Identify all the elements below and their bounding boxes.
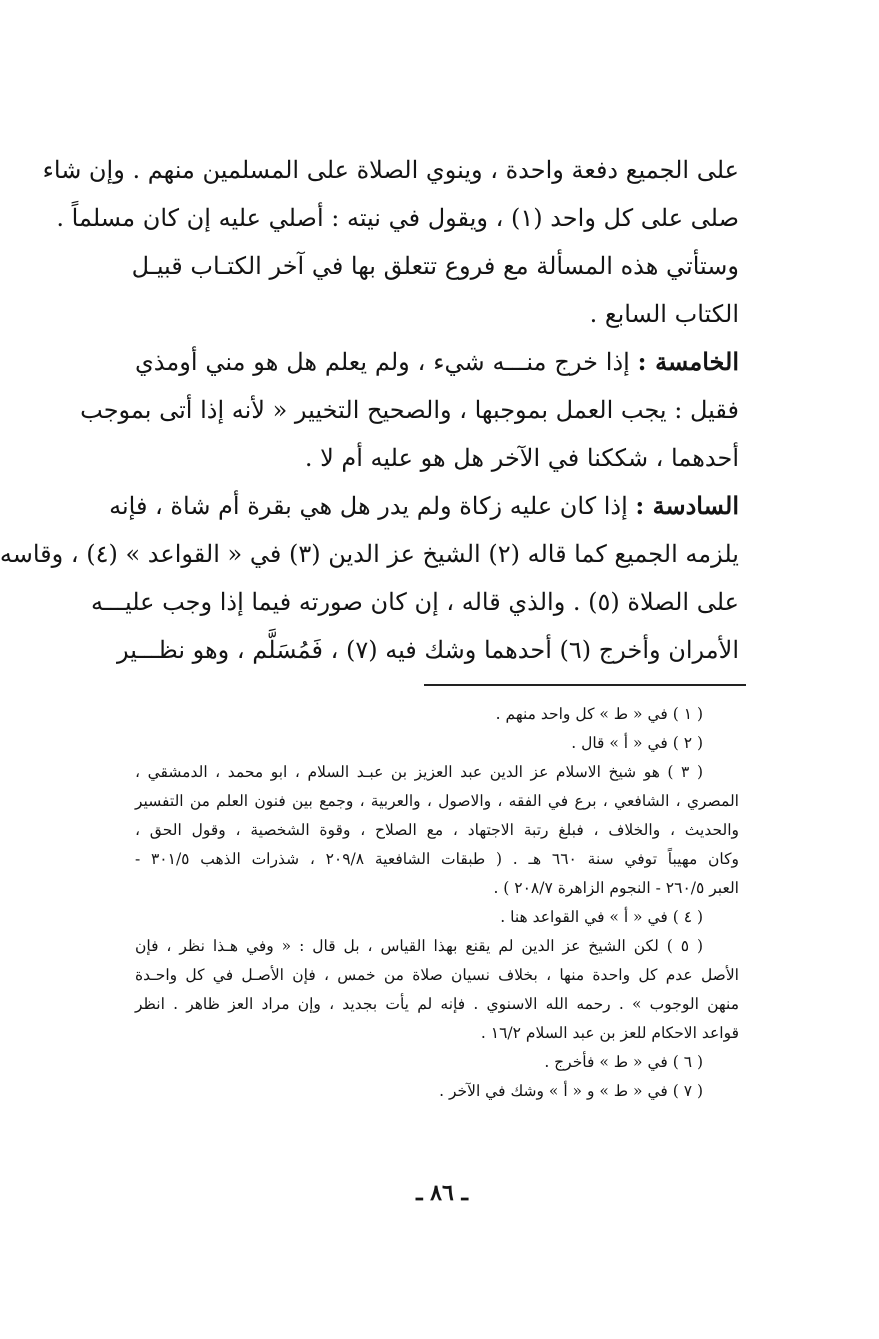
text-line: أحدهما ، شككنا في الآخر هل هو عليه أم لا . [304, 444, 739, 472]
footnote-line: منهن الوجوب » . رحمه الله الاسنوي . فإنه لم يأت بجديد ، وإن مراد العز ظاهر . انظر [135, 995, 739, 1013]
footnote-line: ( ٥ ) لكن الشيخ عز الدين لم يقنع بهذا القياس ، بل قال : « وفي هـذا نظر ، فإن [135, 937, 703, 955]
text-line: الكتاب السابع . [589, 300, 739, 328]
footnote-line: ( ٧ ) في « ط » و « أ » وشك في الآخر . [439, 1082, 703, 1100]
text-line: صلى على كل واحد (١) ، ويقول في نيته : أصلي عليه إن كان مسلماً . [56, 204, 739, 232]
text-line: السادسة : إذا كان عليه زكاة ولم يدر هل هي بقرة أم شاة ، فإنه [109, 491, 739, 520]
paragraph-lead: السادسة : [635, 491, 739, 520]
footnote-line: المصري ، الشافعي ، برع في الفقه ، والاصول ، والعربية ، وجمع بين فنون العلم من التفسير [135, 792, 739, 810]
page-number: ـ ٨٦ ـ [416, 1180, 468, 1206]
footnote-line: قواعد الاحكام للعز بن عبد السلام ١٦/٢ . [480, 1024, 739, 1042]
text-line: على الجميع دفعة واحدة ، وينوي الصلاة على المسلمين منهم . وإن شاء [42, 156, 739, 184]
footnote-line: العبر ٢٦٠/٥ - النجوم الزاهرة ٢٠٨/٧ ) . [493, 879, 739, 897]
footnote-line: ( ٢ ) في « أ » قال . [571, 734, 703, 752]
footnote-line: ( ٣ ) هو شيخ الاسلام عز الدين عبد العزيز بن عبـد السلام ، ابو محمد ، الدمشقي ، [135, 763, 703, 781]
footnote-divider [424, 684, 746, 686]
text-line: فقيل : يجب العمل بموجبها ، والصحيح التخيير « لأنه إذا أتى بموجب [80, 396, 739, 424]
footnote-line: وكان مهيباً توفي سنة ٦٦٠ هـ . ( طبقات الشافعية ٢٠٩/٨ ، شذرات الذهب ٣٠١/٥ - [135, 850, 739, 868]
footnote-line: ( ١ ) في « ط » كل واحد منهم . [495, 705, 703, 723]
text-line: يلزمه الجميع كما قاله (٢) الشيخ عز الدين (٣) في « القواعد » (٤) ، وقاسه [0, 540, 739, 568]
footnote-line: الأصل عدم كل واحدة منها ، بخلاف نسيان صلاة من خمس ، فإن الأصـل في كل واحـدة [135, 966, 739, 984]
text-line: على الصلاة (٥) . والذي قاله ، إن كان صورته فيما إذا وجب عليـــه [91, 588, 739, 616]
footnotes [135, 700, 739, 1106]
footnote-line: والحديث ، والخلاف ، فبلغ رتبة الاجتهاد ، مع الصلاح ، وقوة الشخصية ، وقول الحق ، [135, 821, 739, 839]
footnote-line: ( ٦ ) في « ط » فأخرج . [544, 1053, 703, 1071]
paragraph-lead: الخامسة : [637, 347, 740, 376]
text-line: وستأتي هذه المسألة مع فروع تتعلق بها في آخر الكتـاب قبيـل [131, 252, 739, 280]
text-line: الخامسة : إذا خرج منـــه شيء ، ولم يعلم هل هو مني أومذي [135, 347, 740, 376]
text-line: الأمران وأخرج (٦) أحدهما وشك فيه (٧) ، فَمُسَلَّم ، وهو نظـــير [117, 636, 739, 664]
main-text [0, 146, 740, 674]
footnote-line: ( ٤ ) في « أ » في القواعد هنا . [500, 908, 703, 926]
